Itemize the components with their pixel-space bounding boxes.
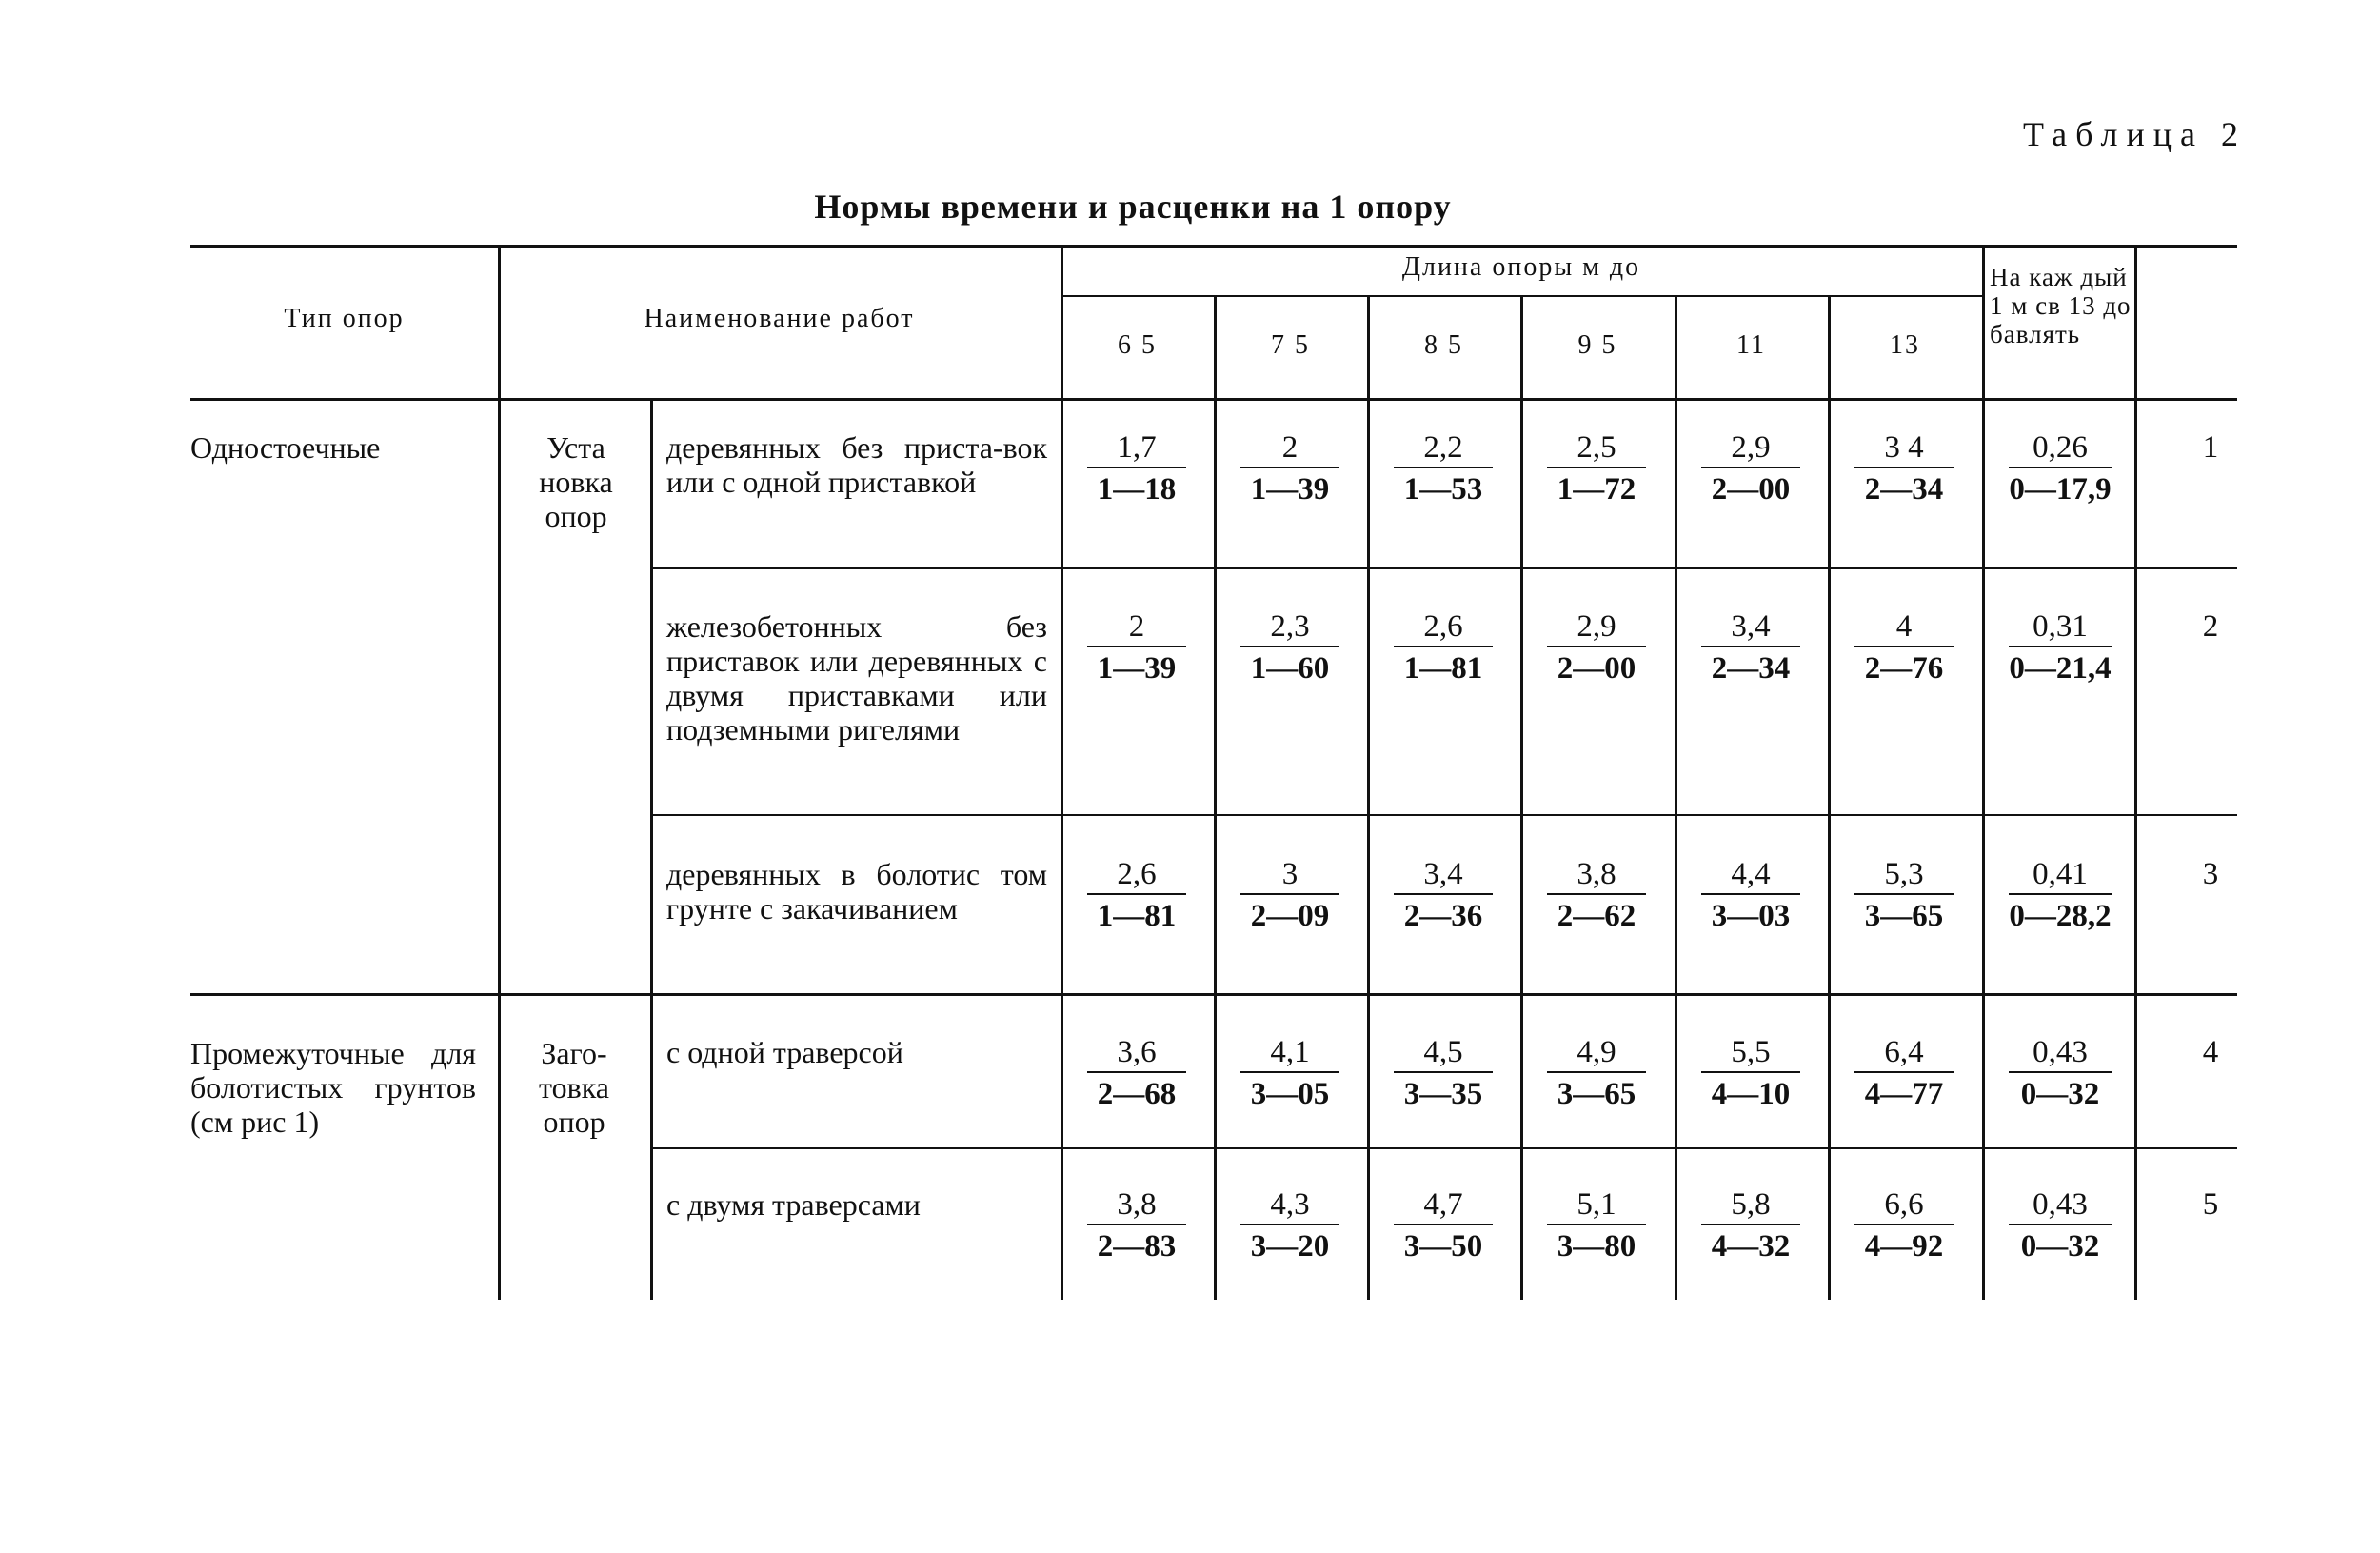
row-number: 5: [2202, 1187, 2219, 1222]
header-length-1: 6 5: [1118, 330, 1157, 360]
row-number: 1: [2202, 430, 2219, 465]
rate-price: 2—34: [1711, 651, 1791, 686]
table-number-label: Таблица 2: [2023, 115, 2247, 153]
header-work: Наименование работ: [644, 304, 915, 333]
time-norm: 2: [1240, 428, 1339, 468]
time-norm: 3: [1240, 855, 1339, 895]
work-name: деревянных без приста-вок или с одной приставкой: [666, 430, 1047, 499]
norm-rate-cell: [1697, 428, 1804, 510]
extra-per-meter-cell: [2005, 1185, 2115, 1267]
time-norm: 5,1: [1547, 1185, 1646, 1225]
extra-rate-price: 0—32: [2020, 1077, 2100, 1111]
rate-price: 3—20: [1250, 1229, 1330, 1264]
col-rule-op: [650, 398, 653, 1300]
extra-time-norm: 0,43: [2009, 1185, 2112, 1225]
time-norm: 4,4: [1701, 855, 1800, 895]
header-length-3: 8 5: [1424, 330, 1463, 360]
rate-price: 3—80: [1557, 1229, 1636, 1264]
norm-rate-cell: [1083, 1033, 1190, 1115]
norm-rate-cell: [1083, 607, 1190, 689]
time-norm: 4,5: [1394, 1033, 1493, 1073]
time-norm: 3 4: [1854, 428, 1954, 468]
rate-price: 1—81: [1403, 651, 1483, 686]
extra-time-norm: 0,26: [2009, 428, 2112, 468]
col-rule-l3: [1520, 295, 1523, 1300]
extra-per-meter-cell: [2005, 607, 2115, 689]
time-norm: 3,4: [1701, 607, 1800, 647]
time-norm: 3,8: [1087, 1185, 1186, 1225]
extra-per-meter-cell: [2005, 855, 2115, 937]
col-rule-l6: [1982, 245, 1985, 1300]
norm-rate-cell: [1851, 1185, 1957, 1267]
header-length-2: 7 5: [1271, 330, 1310, 360]
work-name: деревянных в болотис том грунте с закачиванием: [666, 857, 1047, 926]
norm-rate-cell: [1083, 428, 1190, 510]
time-norm: 4,3: [1240, 1185, 1339, 1225]
group-type-2: Промежуточные для болотистых грунтов (см рис 1): [190, 1036, 476, 1139]
header-length-6: 13: [1890, 330, 1920, 360]
rule-row-2: [650, 814, 2237, 816]
extra-per-meter-cell: [2005, 1033, 2115, 1115]
time-norm: 6,6: [1854, 1185, 1954, 1225]
row-number: 2: [2202, 609, 2219, 644]
row-number: 4: [2202, 1035, 2219, 1069]
col-rule-l5: [1828, 295, 1831, 1300]
norm-rate-cell: [1083, 1185, 1190, 1267]
rule-row-1: [650, 567, 2237, 569]
time-norm: 6,4: [1854, 1033, 1954, 1073]
extra-rate-price: 0—21,4: [2009, 651, 2112, 686]
extra-per-meter-cell: [2005, 428, 2115, 510]
time-norm: 5,3: [1854, 855, 1954, 895]
norm-rate-cell: [1543, 428, 1650, 510]
norm-rate-cell: [1543, 607, 1650, 689]
rate-price: 2—00: [1557, 651, 1636, 686]
col-rule-l4: [1675, 295, 1677, 1300]
work-name: железобетонных без приставок или деревянных с двумя приставками или подземными ригелями: [666, 609, 1047, 747]
rate-price: 2—62: [1557, 899, 1636, 933]
rate-price: 4—92: [1864, 1229, 1944, 1264]
time-norm: 4,9: [1547, 1033, 1646, 1073]
header-length-4: 9 5: [1577, 330, 1617, 360]
extra-rate-price: 0—17,9: [2009, 472, 2112, 507]
time-norm: 3,6: [1087, 1033, 1186, 1073]
rate-price: 1—72: [1557, 472, 1636, 507]
header-extra: На каж дый 1 м св 13 до бавлять: [1990, 263, 2132, 348]
rate-price: 2—76: [1864, 651, 1944, 686]
rate-price: 1—60: [1250, 651, 1330, 686]
extra-time-norm: 0,31: [2009, 607, 2112, 647]
norm-rate-cell: [1237, 1033, 1343, 1115]
norm-rate-cell: [1543, 855, 1650, 937]
norm-rate-cell: [1390, 607, 1497, 689]
norm-rate-cell: [1697, 1185, 1804, 1267]
time-norm: 2,9: [1547, 607, 1646, 647]
rate-price: 2—36: [1403, 899, 1483, 933]
time-norm: 3,8: [1547, 855, 1646, 895]
rate-price: 3—05: [1250, 1077, 1330, 1111]
group-type-1: Одностоечные: [190, 430, 381, 465]
rate-price: 2—34: [1864, 472, 1944, 507]
rate-price: 2—83: [1097, 1229, 1177, 1264]
row-number: 3: [2202, 857, 2219, 891]
rate-price: 3—35: [1403, 1077, 1483, 1111]
time-norm: 4: [1854, 607, 1954, 647]
rate-price: 2—00: [1711, 472, 1791, 507]
norm-rate-cell: [1390, 1033, 1497, 1115]
col-rule-type: [498, 245, 501, 1300]
extra-time-norm: 0,41: [2009, 855, 2112, 895]
norm-rate-cell: [1390, 1185, 1497, 1267]
col-rule-work: [1061, 245, 1063, 1300]
rate-price: 4—32: [1711, 1229, 1791, 1264]
norm-rate-cell: [1237, 1185, 1343, 1267]
header-length-group: Длина опоры м до: [1401, 252, 1641, 282]
rate-price: 4—10: [1711, 1077, 1791, 1111]
extra-rate-price: 0—28,2: [2009, 899, 2112, 933]
norm-rate-cell: [1390, 855, 1497, 937]
header-length-5: 11: [1736, 330, 1766, 360]
time-norm: 2,2: [1394, 428, 1493, 468]
norm-rate-cell: [1851, 428, 1957, 510]
time-norm: 4,7: [1394, 1185, 1493, 1225]
time-norm: 5,5: [1701, 1033, 1800, 1073]
time-norm: 2,6: [1394, 607, 1493, 647]
norm-rate-cell: [1697, 607, 1804, 689]
norm-rate-cell: [1697, 1033, 1804, 1115]
norm-rate-cell: [1390, 428, 1497, 510]
work-name: с одной траверсой: [666, 1035, 903, 1069]
table-title: Нормы времени и расценки на 1 опору: [814, 188, 1452, 226]
group-operation-2: Заго-товка опор: [539, 1036, 609, 1139]
time-norm: 2,6: [1087, 855, 1186, 895]
norm-rate-cell: [1851, 855, 1957, 937]
col-rule-l1: [1214, 295, 1217, 1300]
time-norm: 2,9: [1701, 428, 1800, 468]
time-norm: 5,8: [1701, 1185, 1800, 1225]
work-name: с двумя траверсами: [666, 1187, 921, 1222]
norm-rate-cell: [1697, 855, 1804, 937]
rule-row-4: [650, 1147, 2237, 1149]
rate-price: 1—81: [1097, 899, 1177, 933]
rate-price: 3—65: [1864, 899, 1944, 933]
rate-price: 3—50: [1403, 1229, 1483, 1264]
norm-rate-cell: [1851, 607, 1957, 689]
rate-price: 2—09: [1250, 899, 1330, 933]
col-rule-extra: [2134, 245, 2137, 1300]
group-operation-1: Уста новка опор: [539, 430, 613, 533]
header-type: Тип опор: [284, 304, 405, 333]
col-rule-l2: [1367, 295, 1370, 1300]
norm-rate-cell: [1851, 1033, 1957, 1115]
time-norm: 2,3: [1240, 607, 1339, 647]
norm-rate-cell: [1237, 855, 1343, 937]
norm-rate-cell: [1237, 428, 1343, 510]
norm-rate-cell: [1237, 607, 1343, 689]
rate-price: 3—65: [1557, 1077, 1636, 1111]
time-norm: 4,1: [1240, 1033, 1339, 1073]
extra-time-norm: 0,43: [2009, 1033, 2112, 1073]
extra-rate-price: 0—32: [2020, 1229, 2100, 1264]
rate-price: 3—03: [1711, 899, 1791, 933]
rate-price: 2—68: [1097, 1077, 1177, 1111]
norm-rate-cell: [1543, 1033, 1650, 1115]
rate-price: 1—53: [1403, 472, 1483, 507]
rate-price: 1—18: [1097, 472, 1177, 507]
rate-price: 1—39: [1250, 472, 1330, 507]
rate-price: 1—39: [1097, 651, 1177, 686]
time-norm: 3,4: [1394, 855, 1493, 895]
time-norm: 2: [1087, 607, 1186, 647]
norm-rate-cell: [1543, 1185, 1650, 1267]
norm-rate-cell: [1083, 855, 1190, 937]
time-norm: 2,5: [1547, 428, 1646, 468]
rate-price: 4—77: [1864, 1077, 1944, 1111]
time-norm: 1,7: [1087, 428, 1186, 468]
